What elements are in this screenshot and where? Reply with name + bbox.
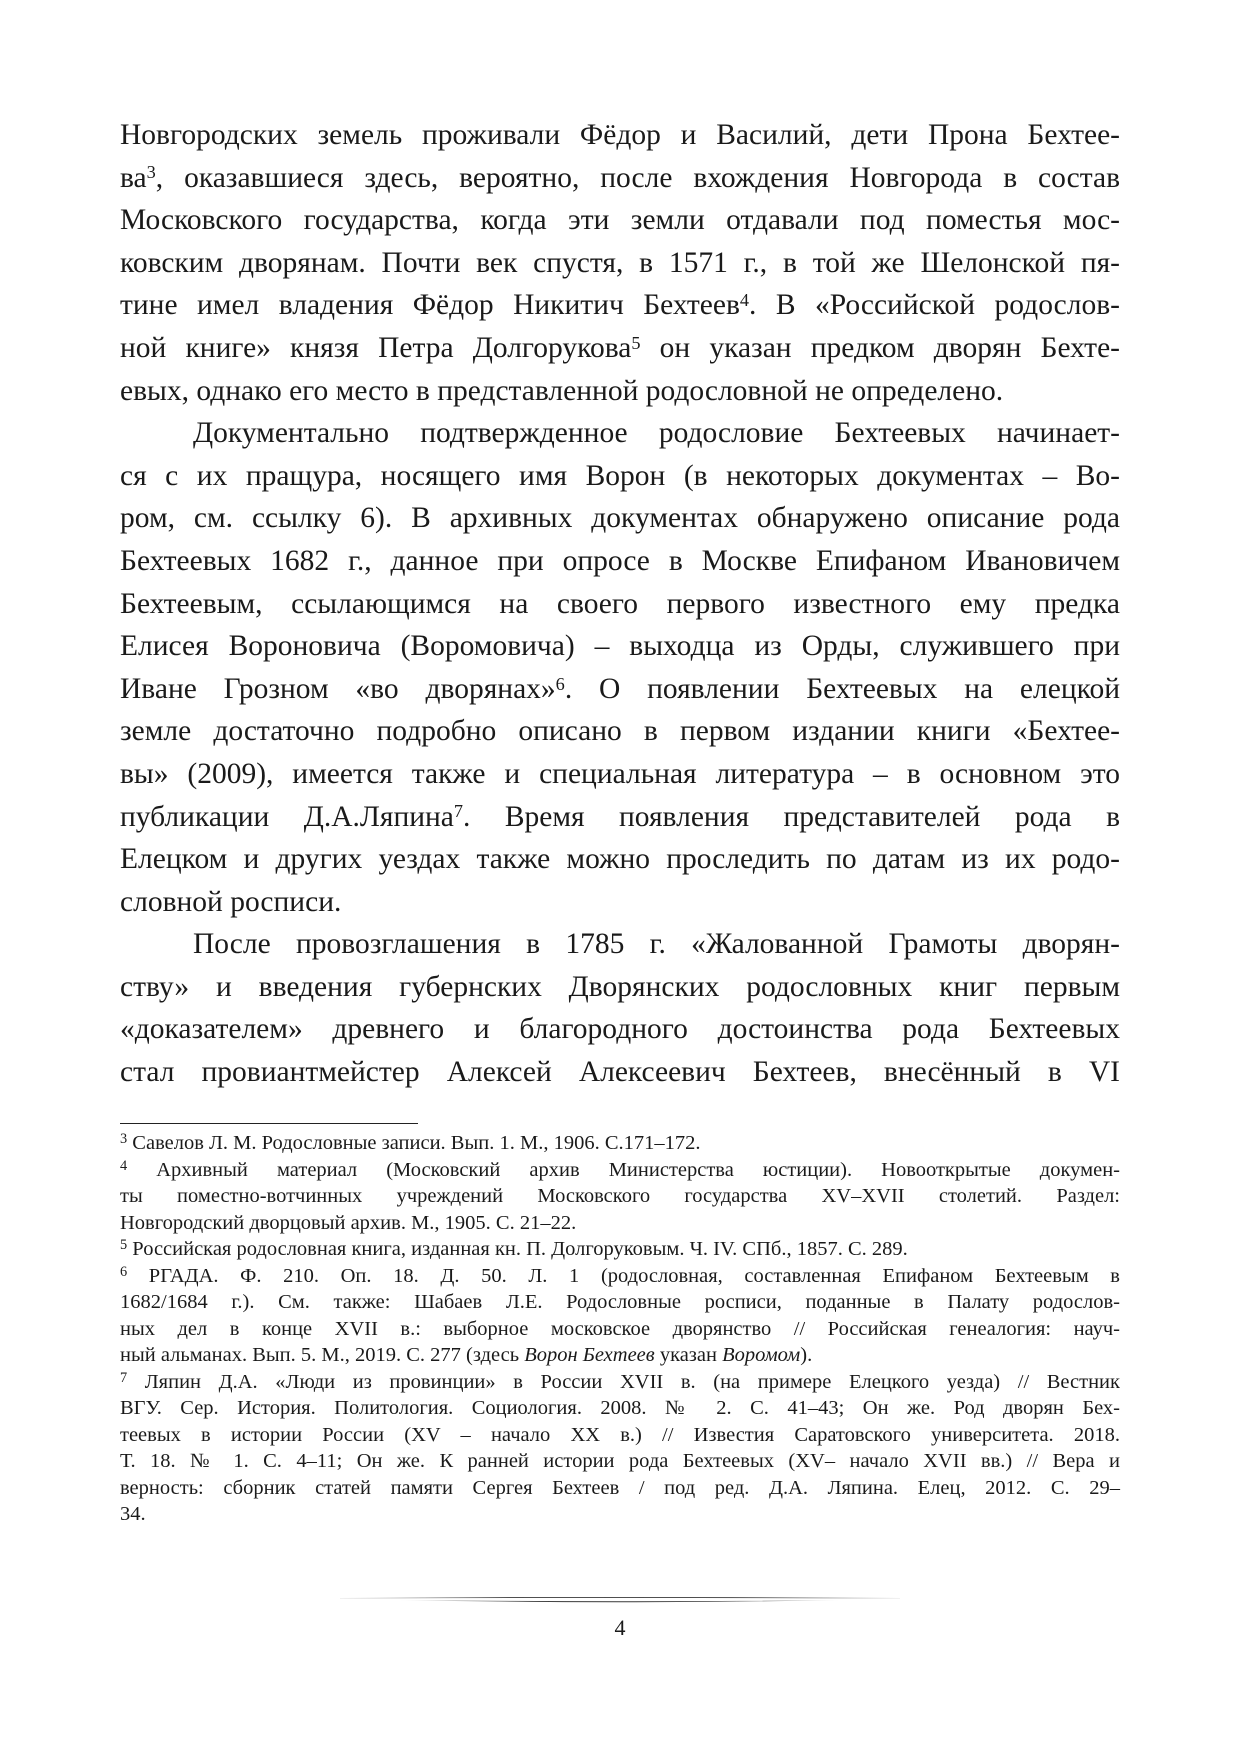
footnote-7 — [120, 1369, 1120, 1528]
footnote-line: 1682/1684 г.). См. также: Шабаев Л.Е. Родословные росписи, поданные в Палату родослов- — [120, 1291, 1120, 1313]
text-line: ству» и введения губернских Дворянских родословных книг первым — [120, 970, 1120, 1003]
text-line: Новгородских земель проживали Фёдор и Василий, дети Прона Бехтее- — [120, 119, 1120, 151]
text-line: Елецком и других уездах также можно проследить по датам из их родо- — [120, 843, 1120, 876]
footnote-number: 6 — [120, 1263, 128, 1280]
footnote-ref-4[interactable]: 4 — [739, 290, 750, 311]
footnote-line: ный альманах. Вып. 5. М., 2019. С. 277 (здесь Ворон Бехтеев указан Воромом). — [120, 1344, 813, 1366]
footnote-number: 4 — [120, 1157, 128, 1174]
footnote-line: ных дел в конце XVII в.: выборное московское дворянство // Российская генеалогия: науч- — [120, 1317, 1120, 1340]
italic-name: Ворон Бехтеев — [524, 1344, 655, 1366]
footnote-line: верность: сборник статей памяти Сергея Бехтеев / под ред. Д.А. Ляпина. Елец, 2012. С. 29– — [120, 1476, 1120, 1499]
text-line: Бехтеевых 1682 г., данное при опросе в Москве Епифаном Ивановичем — [120, 544, 1120, 577]
footnote-line: $^4$ Архивный материал (Московский архив Министерства юстиции). Новооткрытые докумен- — [120, 1157, 1120, 1181]
text-line: словной росписи. — [120, 885, 342, 918]
text-line: вы» (2009), имеется также и специальная литература – в основном это — [120, 757, 1120, 790]
footnote-3 — [120, 1130, 1120, 1157]
footnote-number: 3 — [120, 1131, 128, 1148]
footnote-line: $^6$ РГАДА. Ф. 210. Оп. 18. Д. 50. Л. 1 (родословная, составленная Епифаном Бехтеевым в — [120, 1263, 1120, 1287]
text-line: $ва^3$, оказавшиеся здесь, вероятно, после вхождения Новгорода в состав — [120, 161, 1120, 194]
footnote-number: 7 — [120, 1369, 128, 1386]
footnote-line: 34. — [120, 1503, 146, 1525]
text-line: Елисея Вороновича (Воромовича) – выходца из Орды, служившего при — [120, 630, 1120, 663]
text-line: Иване Грозном «во дворянах»$^6$. О появлении Бехтеевых на елецкой — [120, 672, 1120, 705]
text-line: «доказателем» древнего и благородного достоинства рода Бехтеевых — [120, 1013, 1120, 1046]
text-line: Московского государства, когда эти земли отдавали под поместья мос- — [120, 204, 1120, 237]
footnote-line: ты поместно-вотчинных учреждений Московского государства XV–XVII столетий. Раздел: — [120, 1185, 1120, 1207]
page-number: 4 — [614, 1615, 626, 1640]
text-line: ной книге» князя Петра Долгорукова$^5$ он указан предком дворян Бехте- — [120, 331, 1120, 364]
page-ornament-rule — [340, 1595, 900, 1605]
main-text — [120, 114, 1120, 1094]
footnote-5 — [120, 1236, 1120, 1263]
footnote-line: Т. 18. № 1. С. 4–11; Он же. К ранней истории рода Бехтеевых (XV– начало XVII вв.) // Вера и — [120, 1450, 1120, 1472]
text-line: стал провиантмейстер Алексей Алексеевич Бехтеев, внесённый в VI — [120, 1056, 1120, 1089]
text-line: ром, см. ссылку 6). В архивных документах обнаружено описание рода — [120, 502, 1120, 535]
footnote-ref-7[interactable]: 7 — [453, 801, 464, 822]
footnote-4 — [120, 1157, 1120, 1237]
footnote-line: $^5$ Российская родословная книга, изданная кн. П. Долгоруковым. Ч. IV. СПб., 1857. С. 289. — [120, 1237, 908, 1260]
text-line: Бехтеевым, ссылающимся на своего первого известного ему предка — [120, 587, 1120, 620]
paragraph-3 — [120, 923, 1120, 1093]
text-line: евых, однако его место в представленной родословной не определено. — [120, 374, 1004, 407]
text-line: земле достаточно подробно описано в первом издании книги «Бехтее- — [120, 715, 1120, 748]
footnote-line: $^3$ Савелов Л. М. Родословные записи. Вып. 1. М., 1906. С.171–172. — [120, 1131, 701, 1154]
text-line: ковским дворянам. Почти век спустя, в 1571 г., в той же Шелонской пя- — [120, 246, 1120, 279]
footnote-ref-3[interactable]: 3 — [146, 162, 156, 183]
footnote-6 — [120, 1263, 1120, 1369]
footnote-ref-6[interactable]: 6 — [555, 673, 565, 694]
footnote-ref-5[interactable]: 5 — [631, 332, 641, 353]
paragraph-1 — [120, 114, 1120, 412]
footnote-separator — [120, 1123, 418, 1124]
footnote-number: 5 — [120, 1237, 128, 1254]
paragraph-2 — [120, 412, 1120, 923]
footnote-line: теевых в истории России (XV – начало XX в.) // Известия Саратовского университета. 2018. — [120, 1423, 1120, 1446]
footnote-line: ВГУ. Сер. История. Политология. Социология. 2008. № 2. С. 41–43; Он же. Род дворян Бех- — [120, 1397, 1120, 1419]
text-line: Документально подтвержденное родословие Бехтеевых начинает- — [193, 417, 1120, 450]
footnote-line: $^7$ Ляпин Д.А. «Люди из провинции» в России XVII в. (на примере Елецкого уезда) // Вестник — [120, 1369, 1120, 1393]
text-line: публикации Д.А.Ляпина$^7$. Время появления представителей рода в — [120, 800, 1120, 833]
text-line: После провозглашения в 1785 г. «Жалованной Грамоты дворян- — [193, 928, 1120, 961]
text-line: тине имел владения Фёдор Никитич Бехтеев$^4$. В «Российской родослов- — [120, 289, 1120, 322]
italic-name: Воромом — [722, 1344, 801, 1366]
text-line: ся с их пращура, носящего имя Ворон (в некоторых документах – Во- — [120, 459, 1120, 492]
footnotes — [120, 1130, 1120, 1528]
footnote-line: Новгородский дворцовый архив. М., 1905. С. 21–22. — [120, 1211, 577, 1234]
